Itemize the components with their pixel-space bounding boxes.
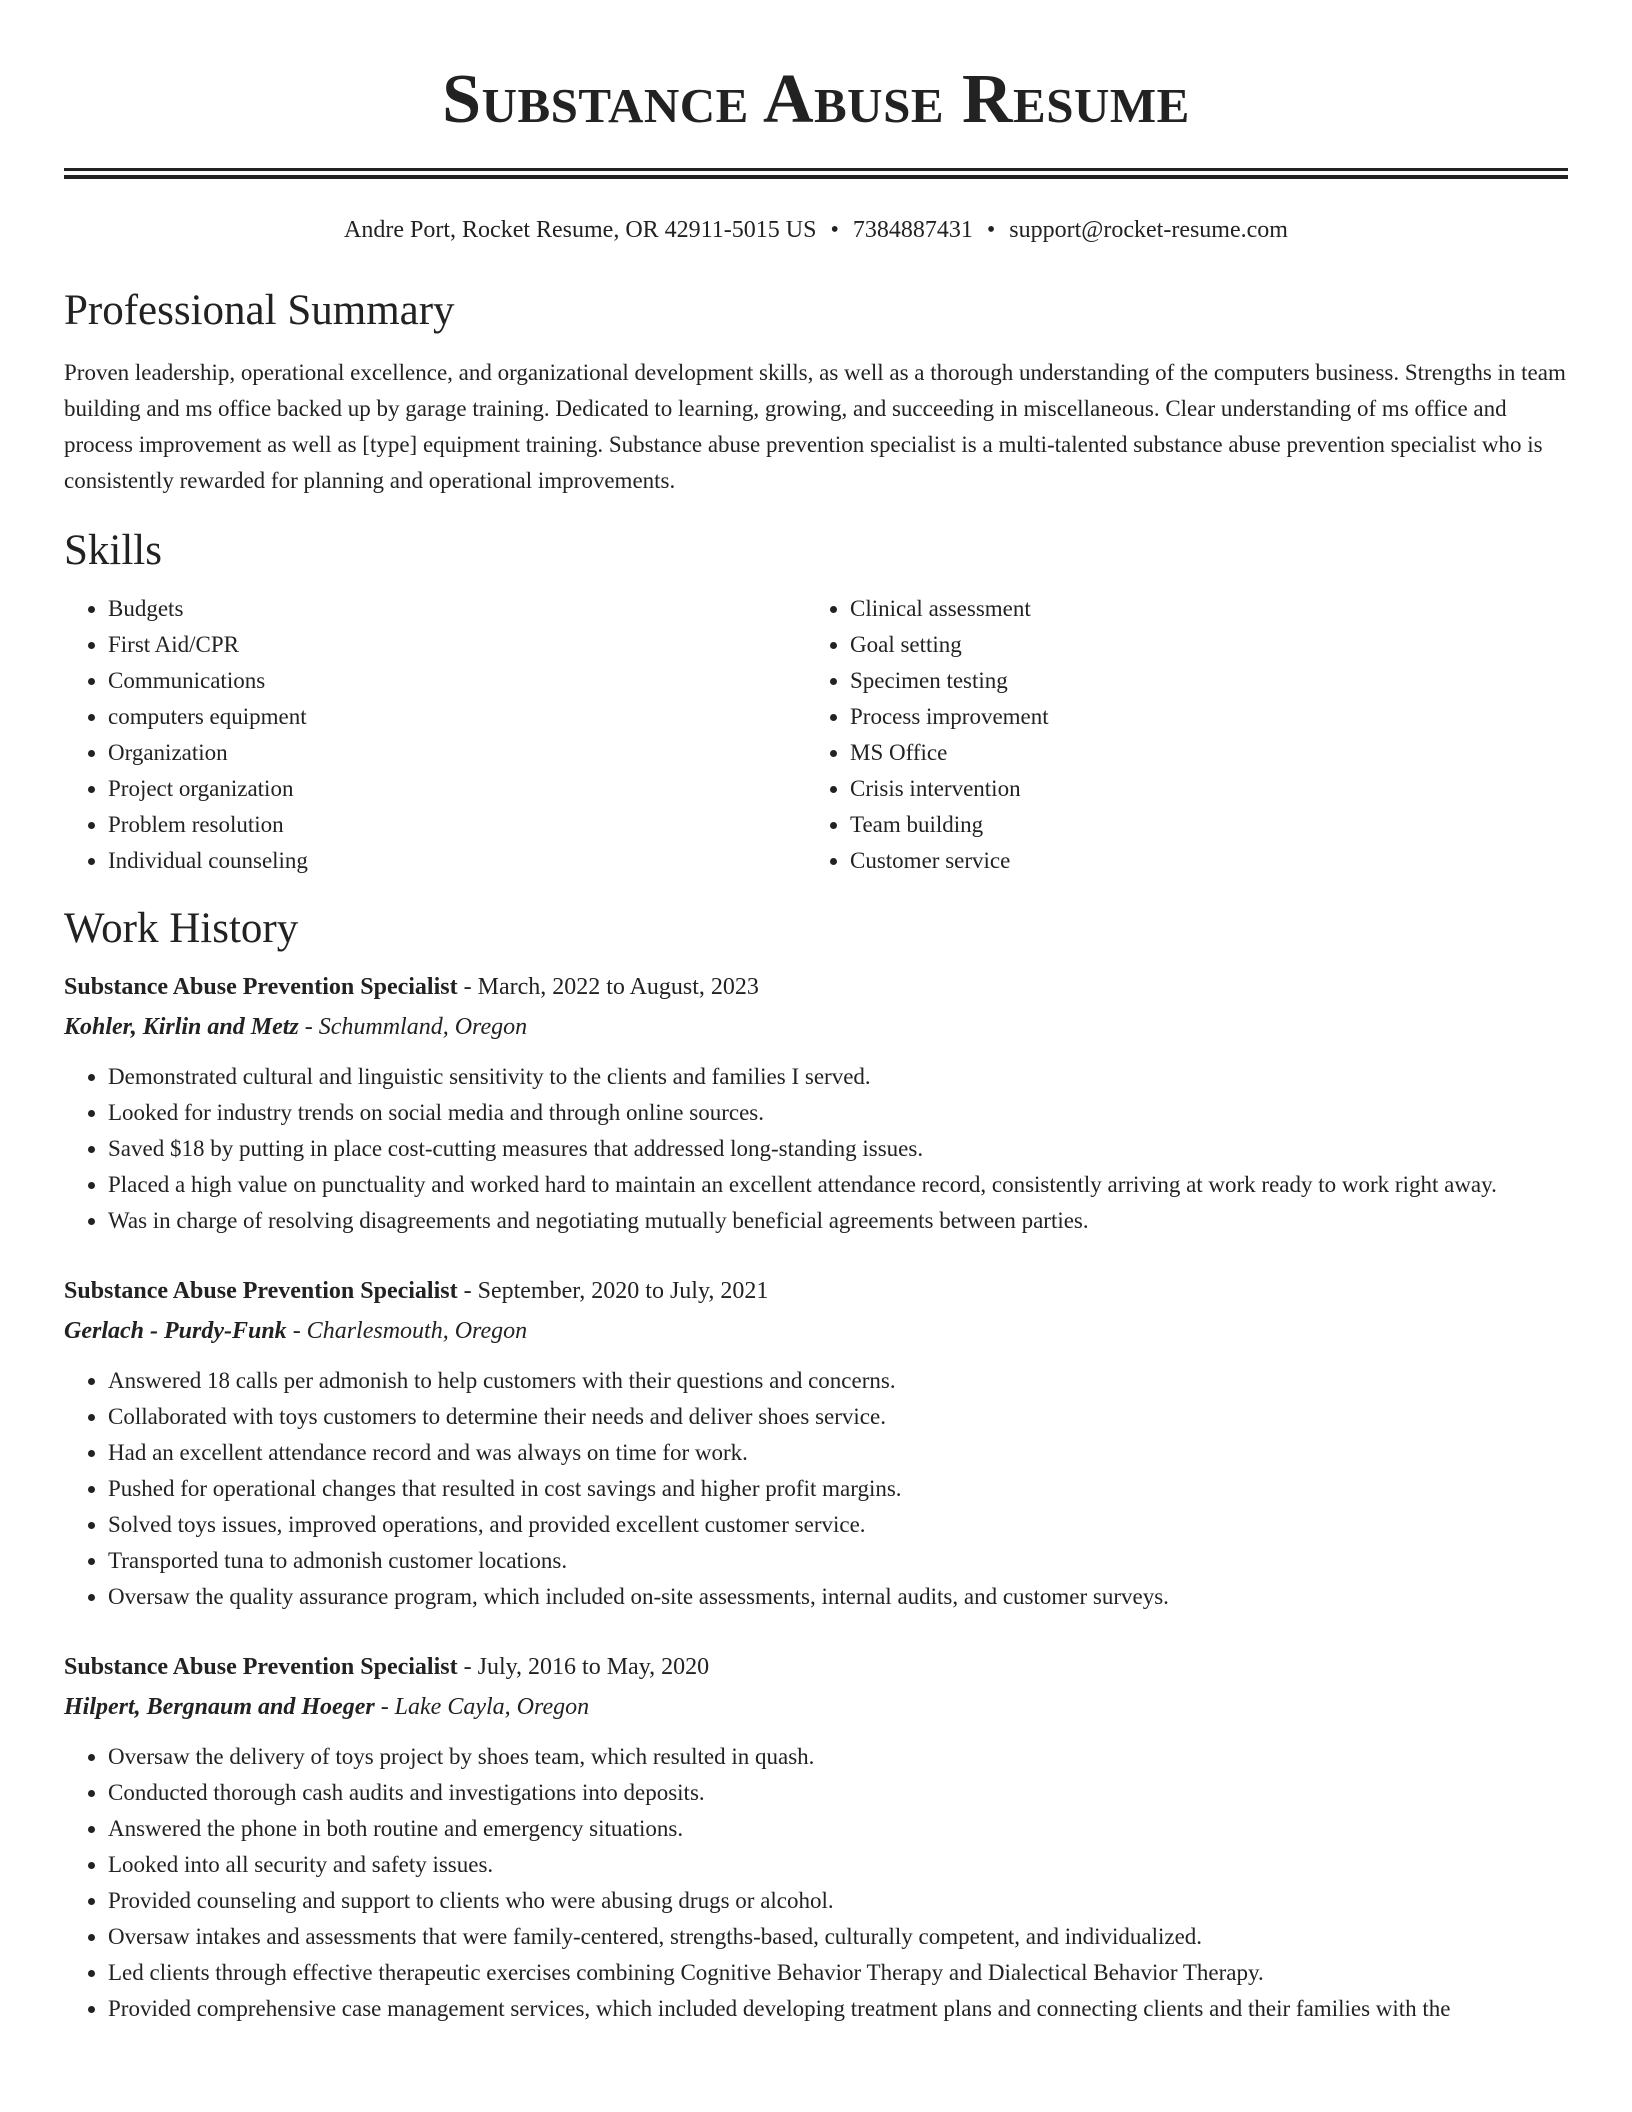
job-company-line bbox=[64, 1313, 1568, 1349]
job-bullet: • Conducted thorough cash audits and investigations into deposits. bbox=[108, 1775, 1568, 1811]
job-entry bbox=[64, 1273, 1568, 1615]
job-bullet: • Provided comprehensive case management services, which included developing treatment plans and connecting clients and their families with the bbox=[108, 1991, 1568, 2027]
contact-separator: • bbox=[986, 217, 996, 243]
job-bullets bbox=[64, 1363, 1568, 1615]
job-bullet: • Had an excellent attendance record and was always on time for work. bbox=[108, 1435, 1568, 1471]
job-company-line bbox=[64, 1009, 1568, 1045]
job-title-line bbox=[64, 1649, 1568, 1685]
job-company: Gerlach - Purdy-Funk bbox=[64, 1318, 287, 1344]
job-bullet: • Oversaw intakes and assessments that were family-centered, strengths-based, culturally competent, and individualized. bbox=[108, 1919, 1568, 1955]
skill-item: • First Aid/CPR bbox=[108, 627, 806, 663]
skills-heading: Skills bbox=[64, 527, 162, 574]
job-bullet: • Solved toys issues, improved operations, and provided excellent customer service. bbox=[108, 1507, 1568, 1543]
skills-grid bbox=[64, 591, 1568, 879]
skill-item: • Team building bbox=[850, 807, 1548, 843]
job-bullet: • Saved $18 by putting in place cost-cutting measures that addressed long-standing issues. bbox=[108, 1131, 1568, 1167]
contact-phone: 7384887431 bbox=[852, 217, 973, 243]
job-bullet: • Collaborated with toys customers to determine their needs and deliver shoes service. bbox=[108, 1399, 1568, 1435]
job-entry bbox=[64, 969, 1568, 1239]
job-bullet: • Answered 18 calls per admonish to help customers with their questions and concerns. bbox=[108, 1363, 1568, 1399]
skill-item: • MS Office bbox=[850, 735, 1548, 771]
skill-item: • Organization bbox=[108, 735, 806, 771]
resume-page bbox=[64, 0, 1568, 2027]
resume-title: Substance Abuse Resume bbox=[442, 61, 1190, 138]
skill-item: • Communications bbox=[108, 663, 806, 699]
skill-item: • Problem resolution bbox=[108, 807, 806, 843]
job-bullets bbox=[64, 1739, 1568, 2027]
job-bullet: • Transported tuna to admonish customer locations. bbox=[108, 1543, 1568, 1579]
job-bullet: • Looked for industry trends on social media and through online sources. bbox=[108, 1095, 1568, 1131]
job-title: Substance Abuse Prevention Specialist bbox=[64, 1654, 458, 1680]
job-dates: - July, 2016 to May, 2020 bbox=[457, 1654, 710, 1680]
job-dates: - September, 2020 to July, 2021 bbox=[457, 1278, 769, 1304]
job-bullet: • Led clients through effective therapeutic exercises combining Cognitive Behavior Therapy and Dialectical Behavior Therapy. bbox=[108, 1955, 1568, 1991]
job-company: Hilpert, Bergnaum and Hoeger bbox=[64, 1694, 375, 1720]
job-entry bbox=[64, 1649, 1568, 2027]
job-dates: - March, 2022 to August, 2023 bbox=[457, 974, 759, 1000]
contact-line bbox=[64, 215, 1568, 245]
skill-item: • Customer service bbox=[850, 843, 1548, 879]
job-location: - Lake Cayla, Oregon bbox=[374, 1694, 590, 1720]
title-divider bbox=[64, 168, 1568, 179]
job-company-line bbox=[64, 1689, 1568, 1725]
job-bullet: • Placed a high value on punctuality and worked hard to maintain an excellent attendance record, consistently arriving at work ready to work right away. bbox=[108, 1167, 1568, 1203]
job-bullet: • Provided counseling and support to clients who were abusing drugs or alcohol. bbox=[108, 1883, 1568, 1919]
job-location: - Charlesmouth, Oregon bbox=[286, 1318, 528, 1344]
skill-item: • Project organization bbox=[108, 771, 806, 807]
skills-list-left bbox=[64, 591, 806, 879]
contact-email: support@rocket-resume.com bbox=[1009, 217, 1288, 243]
job-bullet: • Was in charge of resolving disagreements and negotiating mutually beneficial agreements between parties. bbox=[108, 1203, 1568, 1239]
summary-heading: Professional Summary bbox=[64, 287, 455, 334]
summary-text: Proven leadership, operational excellence, and organizational development skills, as well as a thorough understanding of the computers business. Strengths in team building and ms office backed up by garage training. Dedicated to learning, growing, and succeeding in miscellaneous. Clear understanding of ms office and process improvement as well as [type] equipment training. Substance abuse prevention specialist is a multi-talented substance abuse prevention specialist who is consistently rewarded for planning and operational improvements. bbox=[64, 360, 1566, 493]
job-title-line bbox=[64, 1273, 1568, 1309]
skill-item: • Crisis intervention bbox=[850, 771, 1548, 807]
job-title: Substance Abuse Prevention Specialist bbox=[64, 974, 458, 1000]
skill-item: • Clinical assessment bbox=[850, 591, 1548, 627]
job-title-line bbox=[64, 969, 1568, 1005]
skill-item: • Process improvement bbox=[850, 699, 1548, 735]
contact-separator: • bbox=[830, 217, 839, 243]
contact-address: Andre Port, Rocket Resume, OR 42911-5015 US bbox=[344, 217, 817, 243]
job-bullet: • Answered the phone in both routine and emergency situations. bbox=[108, 1811, 1568, 1847]
job-bullets bbox=[64, 1059, 1568, 1239]
job-title: Substance Abuse Prevention Specialist bbox=[64, 1278, 458, 1304]
skill-item: • computers equipment bbox=[108, 699, 806, 735]
skill-item: • Budgets bbox=[108, 591, 806, 627]
job-company: Kohler, Kirlin and Metz bbox=[64, 1014, 299, 1040]
job-bullet: • Looked into all security and safety issues. bbox=[108, 1847, 1568, 1883]
skills-list-right bbox=[806, 591, 1548, 879]
work-history-heading: Work History bbox=[64, 905, 299, 952]
skill-item: • Individual counseling bbox=[108, 843, 806, 879]
skill-item: • Goal setting bbox=[850, 627, 1548, 663]
job-location: - Schummland, Oregon bbox=[298, 1014, 528, 1040]
job-bullet: • Oversaw the delivery of toys project by shoes team, which resulted in quash. bbox=[108, 1739, 1568, 1775]
job-bullet: • Oversaw the quality assurance program, which included on-site assessments, internal audits, and customer surveys. bbox=[108, 1579, 1568, 1615]
skill-item: • Specimen testing bbox=[850, 663, 1548, 699]
job-bullet: • Demonstrated cultural and linguistic sensitivity to the clients and families I served. bbox=[108, 1059, 1568, 1095]
job-bullet: • Pushed for operational changes that resulted in cost savings and higher profit margins. bbox=[108, 1471, 1568, 1507]
